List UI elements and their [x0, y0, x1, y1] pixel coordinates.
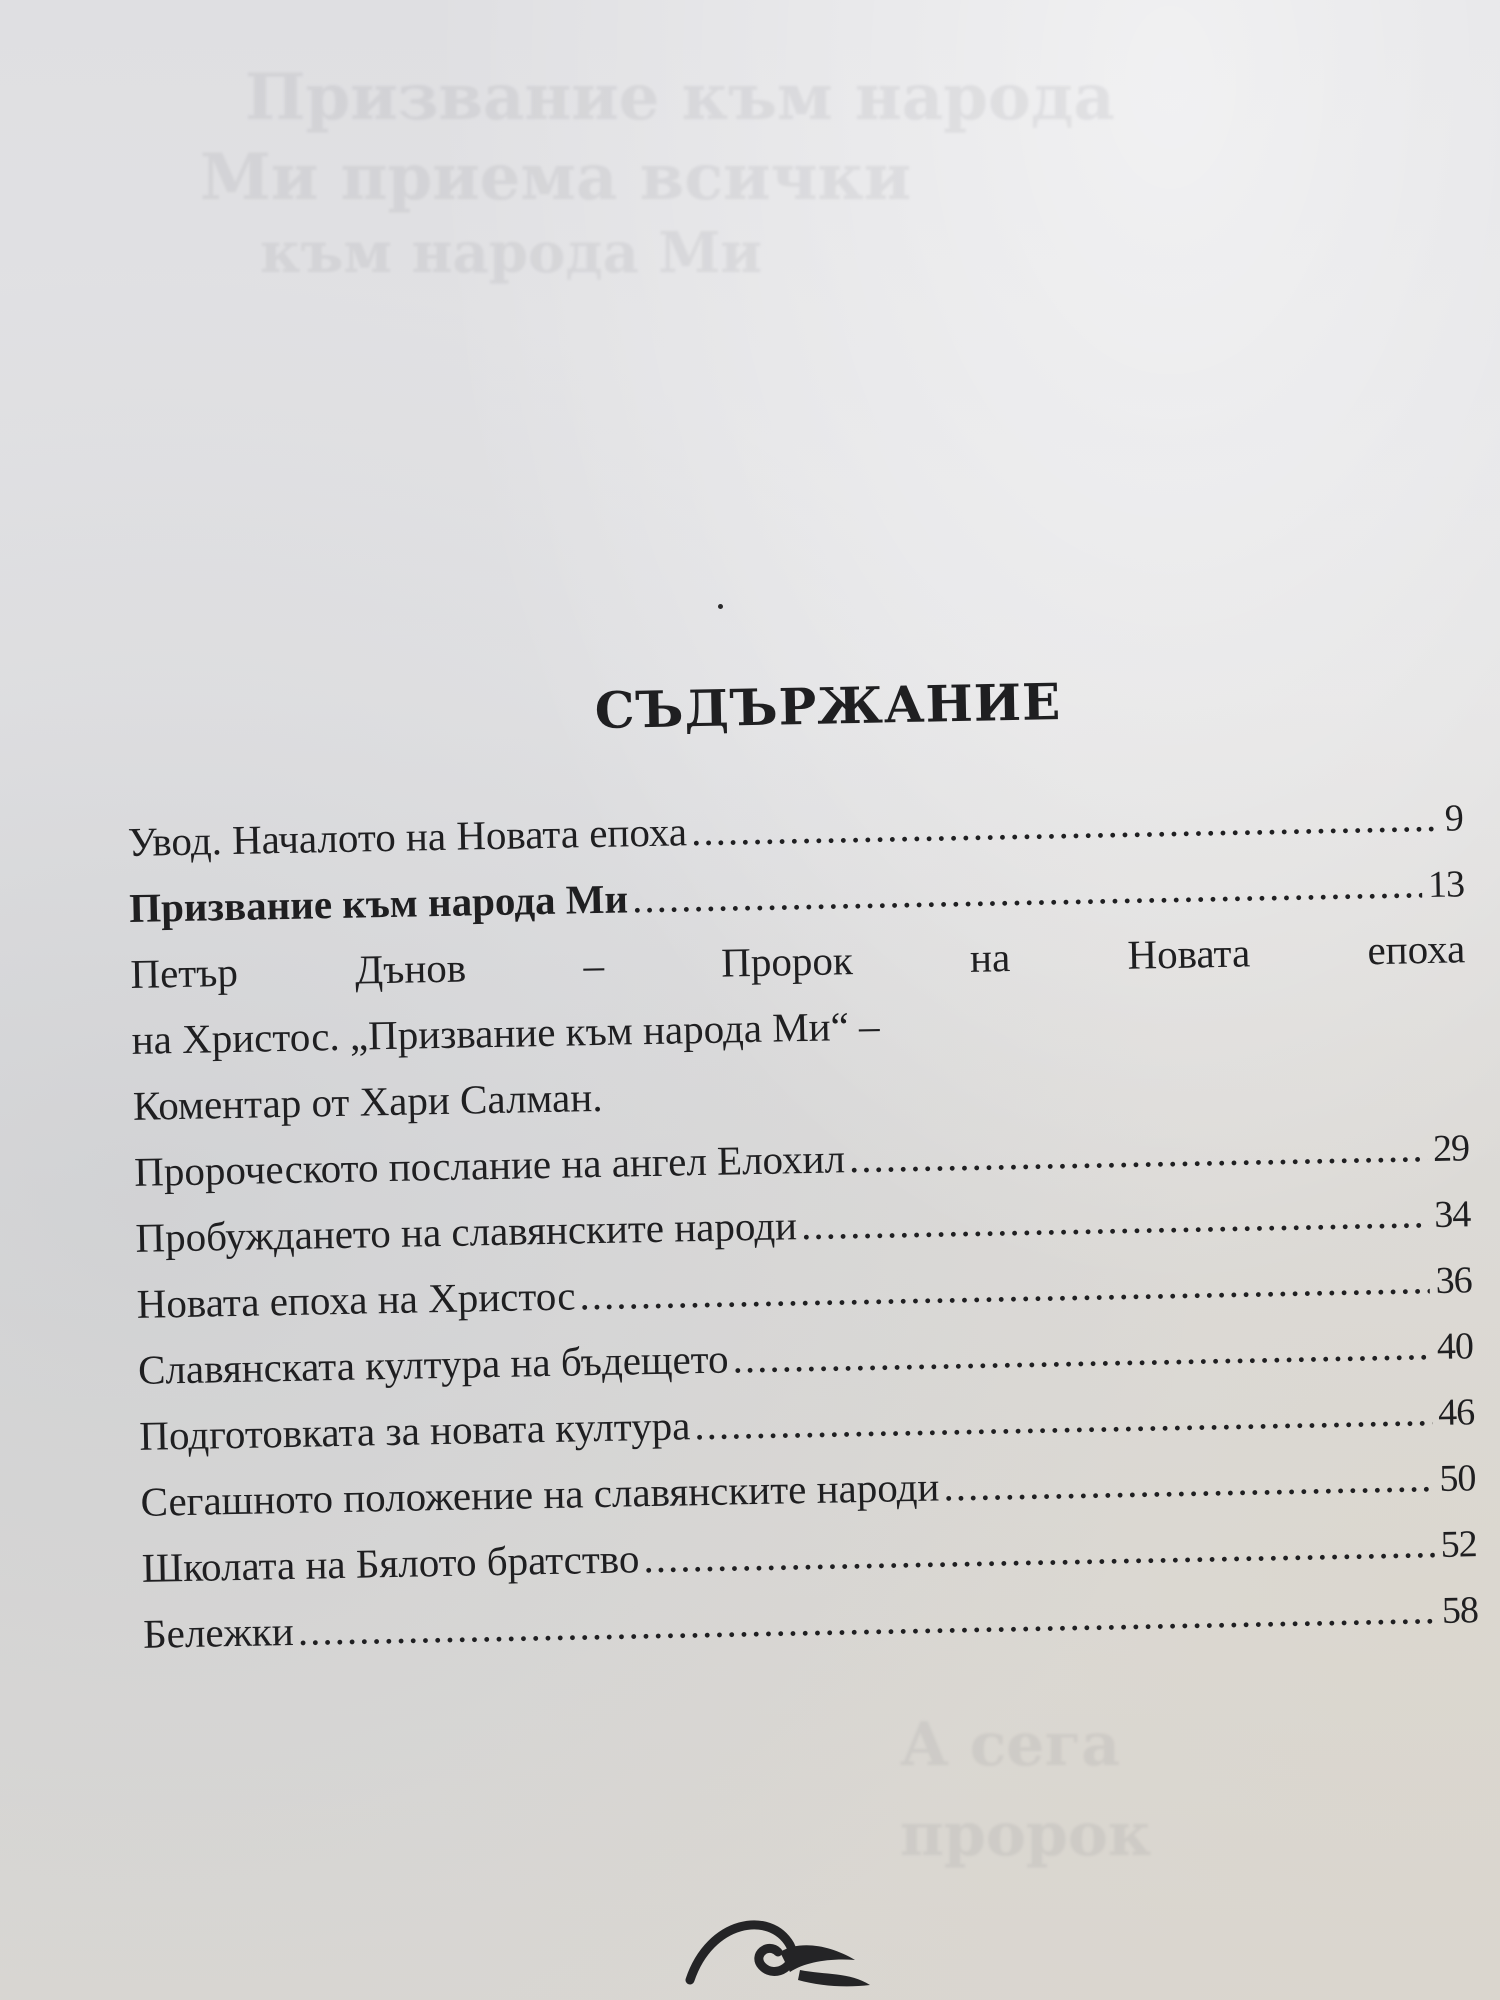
toc-entry-page: 29	[1432, 1127, 1470, 1170]
toc-entry-page: 46	[1437, 1391, 1475, 1434]
toc-leader-dots	[848, 1114, 1427, 1191]
toc-entry-title-line: Коментар от Хари Салман.	[132, 1073, 603, 1129]
bleed-through-text: А сега	[900, 1710, 1121, 1780]
toc-entry-title: Пророческото послание на ангел Елохил	[133, 1135, 846, 1195]
toc-entry-page: 50	[1438, 1457, 1476, 1500]
toc-entry-page: 9	[1444, 797, 1464, 840]
toc-entry-title: Славянската култура на бъдещето	[137, 1335, 729, 1393]
toc-entry-title: Призвание към народа Ми	[128, 875, 629, 931]
toc-entry-title: Подготовката за новата култура	[138, 1402, 691, 1459]
toc-entry-title: Бележки	[142, 1607, 295, 1657]
toc-entries	[127, 783, 1478, 1666]
decorative-ornament-icon	[680, 1900, 880, 2000]
toc-entry-page: 40	[1436, 1325, 1474, 1368]
bleed-through-text: Ми приема всички	[200, 140, 912, 215]
toc-entry-title-line: Петър Дънов – Пророк на Новата епоха	[130, 925, 1466, 997]
bleed-through-text: към народа Ми	[260, 220, 762, 286]
toc-entry-page: 58	[1441, 1589, 1479, 1632]
toc-entry-title: Сегашното положение на славянските народи	[140, 1463, 940, 1525]
print-speck	[718, 604, 723, 609]
bleed-through-text: пророк	[900, 1800, 1152, 1870]
toc-leader-dots	[800, 1180, 1429, 1258]
table-of-contents	[125, 664, 1479, 1666]
toc-entry-page: 52	[1440, 1523, 1478, 1566]
toc-entry-page: 36	[1435, 1259, 1472, 1302]
toc-entry-page: 34	[1433, 1193, 1471, 1236]
toc-entry-title: Пробуждането на славянските народи	[135, 1202, 798, 1261]
toc-entry-title: Школата на Бялото братство	[141, 1535, 640, 1591]
toc-entry-title: Новата епоха на Христос	[136, 1272, 576, 1327]
toc-leader-dots	[943, 1444, 1434, 1519]
toc-entry-title-line: на Христос. „Призвание към народа Ми“ –	[131, 1002, 880, 1063]
bleed-through-text: Призвание към народа	[245, 60, 1115, 135]
toc-entry[interactable]	[130, 915, 1469, 1139]
toc-title: СЪДЪРЖАНИЕ	[594, 672, 1062, 740]
toc-entry-page: 13	[1427, 863, 1465, 907]
toc-entry-title: Увод. Началото на Новата епоха	[127, 808, 688, 865]
